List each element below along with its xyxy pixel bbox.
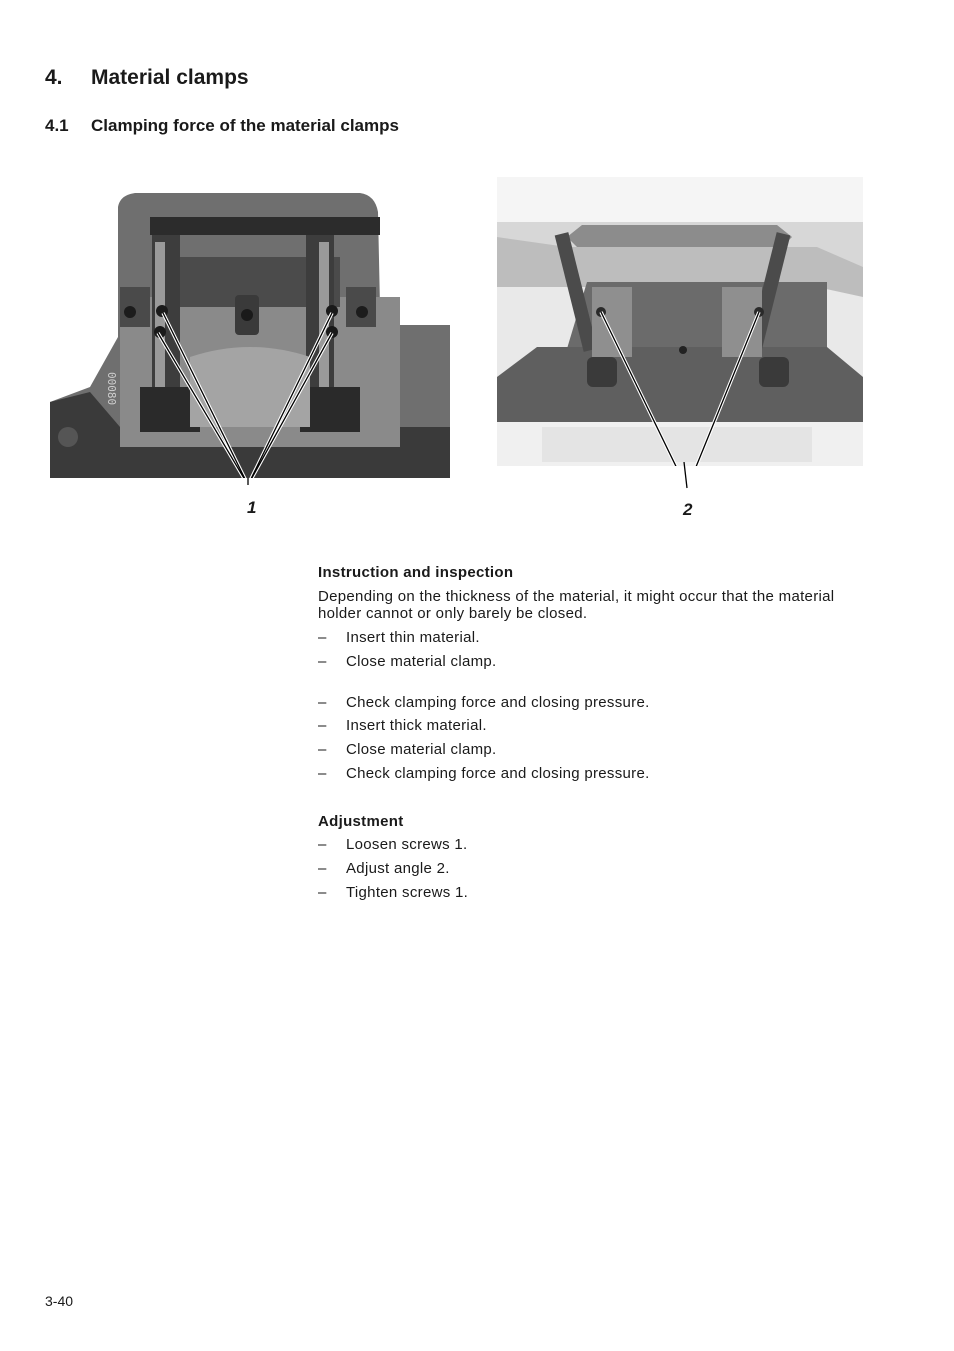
list-item [318,653,497,670]
bullet: – [318,741,327,758]
adjustment-heading: Adjustment [318,813,404,830]
list-item [318,694,650,711]
left-clamp-photo [50,187,450,478]
subsection-number: 4.1 [45,116,69,135]
list-item [318,717,487,734]
list-item [318,860,450,877]
bullet: – [318,836,327,853]
step-text: Close material clamp. [346,653,497,670]
callout-2: 2 [683,500,693,519]
bullet: – [318,765,327,782]
list-item [318,629,480,646]
right-clamp-photo [497,177,863,466]
bullet: – [318,860,327,877]
step-text: Loosen screws 1. [346,836,468,853]
bullet: – [318,629,327,646]
list-item [318,741,497,758]
step-text: Check clamping force and closing pressure. [346,694,650,711]
instruction-heading: Instruction and inspection [318,564,514,581]
list-item [318,765,650,782]
photo-stamp: 00080 [105,372,118,406]
callout-1: 1 [247,498,257,517]
bullet: – [318,884,327,901]
section-number: 4. [45,66,63,89]
section-heading [45,66,249,90]
bullet: – [318,653,327,670]
subsection-title: Clamping force of the material clamps [91,116,399,135]
step-text: Insert thick material. [346,717,487,734]
step-text: Adjust angle 2. [346,860,450,877]
step-text: Check clamping force and closing pressure. [346,765,650,782]
bullet: – [318,717,327,734]
page-number: 3-40 [45,1293,74,1309]
step-text: Insert thin material. [346,629,480,646]
right-leader-tail [660,462,720,502]
instruction-intro: Depending on the thickness of the material, it might occur that the material holder cannot or only barely be closed. [318,588,835,622]
section-title: Material clamps [91,66,249,89]
subsection-heading [45,116,399,136]
list-item [318,884,468,901]
bullet: – [318,694,327,711]
step-text: Close material clamp. [346,741,497,758]
list-item [318,836,468,853]
step-text: Tighten screws 1. [346,884,469,901]
